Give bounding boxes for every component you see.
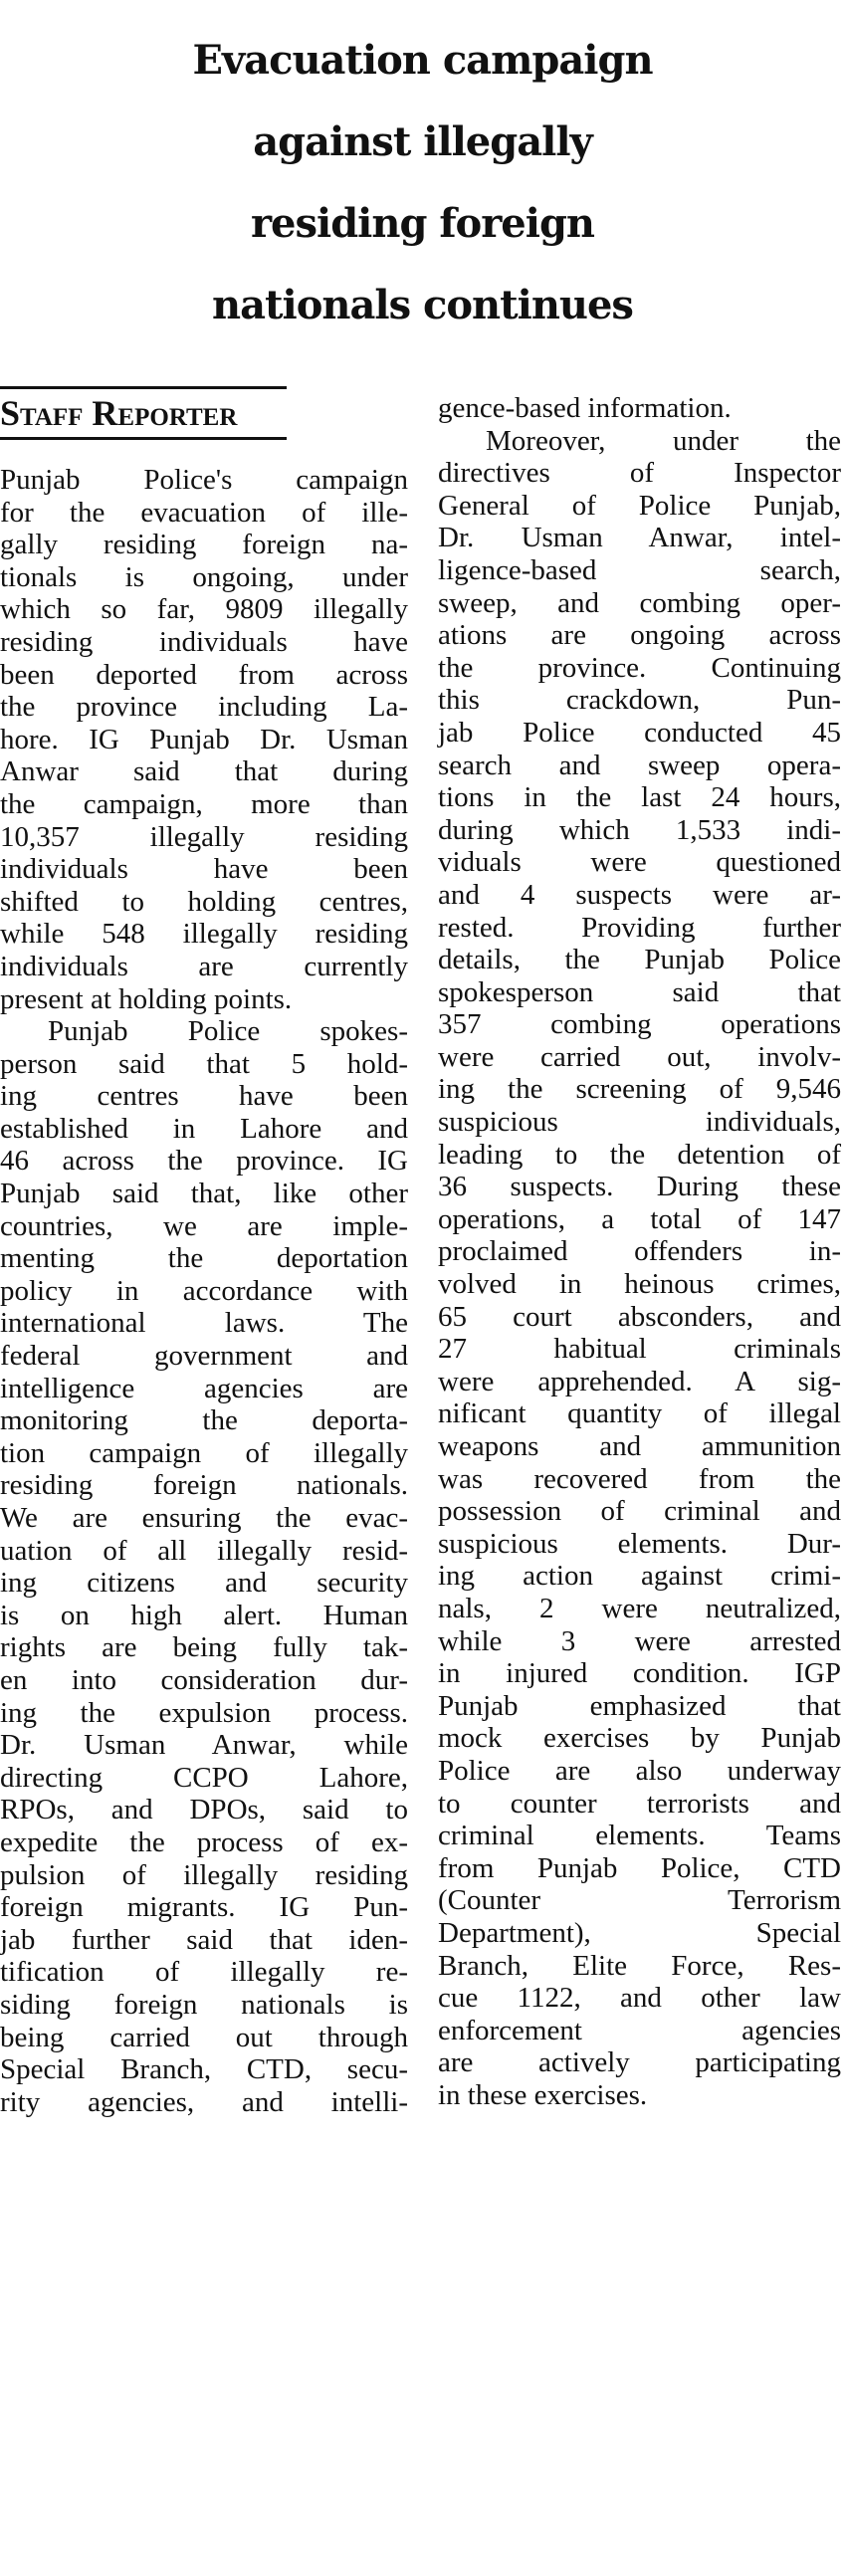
headline-line: Evacuation campaign bbox=[192, 37, 653, 84]
text-line: Special Branch, CTD, secu- bbox=[0, 2053, 408, 2086]
text-line: residing individuals have bbox=[0, 625, 408, 658]
text-line: nificant quantity of illegal bbox=[438, 1397, 841, 1430]
text-line: Dr. Usman Anwar, intel- bbox=[438, 522, 841, 554]
text-line: ing centres have been bbox=[0, 1080, 408, 1113]
text-line: intelligence agencies are bbox=[0, 1372, 408, 1404]
text-line: viduals were questioned bbox=[438, 846, 841, 879]
text-line: details, the Punjab Police bbox=[438, 944, 841, 976]
text-line: ations are ongoing across bbox=[438, 619, 841, 652]
text-line: (Counter Terrorism bbox=[438, 1884, 841, 1917]
text-line: were apprehended. A sig- bbox=[438, 1365, 841, 1397]
text-line: and 4 suspects were ar- bbox=[438, 878, 841, 911]
text-line: jab Police conducted 45 bbox=[438, 716, 841, 749]
text-line: criminal elements. Teams bbox=[438, 1820, 841, 1852]
text-line: cue 1122, and other law bbox=[438, 1982, 841, 2015]
text-line: Branch, Elite Force, Res- bbox=[438, 1949, 841, 1982]
text-line: 65 court absconders, and bbox=[438, 1300, 841, 1333]
text-line: Punjab Police's campaign bbox=[0, 464, 408, 496]
article-column-right bbox=[438, 392, 841, 2111]
text-line: is on high alert. Human bbox=[0, 1599, 408, 1631]
text-line: monitoring the deporta- bbox=[0, 1404, 408, 1437]
text-line: expedite the process of ex- bbox=[0, 1825, 408, 1858]
text-line: rity agencies, and intelli- bbox=[0, 2085, 408, 2118]
text-line: proclaimed offenders in- bbox=[438, 1235, 841, 1268]
text-line: spokesperson said that bbox=[438, 975, 841, 1008]
text-line: in injured condition. IGP bbox=[438, 1657, 841, 1690]
text-line: the campaign, more than bbox=[0, 787, 408, 820]
text-line: 357 combing operations bbox=[438, 1008, 841, 1041]
text-line: from Punjab Police, CTD bbox=[438, 1851, 841, 1884]
text-line: during which 1,533 indi- bbox=[438, 813, 841, 846]
text-line: gally residing foreign na- bbox=[0, 529, 408, 561]
byline: Staff Reporter bbox=[0, 386, 287, 440]
text-line: operations, a total of 147 bbox=[438, 1202, 841, 1235]
text-line: 46 across the province. IG bbox=[0, 1145, 408, 1178]
text-line: ligence-based search, bbox=[438, 553, 841, 586]
text-line: mock exercises by Punjab bbox=[438, 1722, 841, 1755]
text-line: in these exercises. bbox=[438, 2078, 648, 2111]
text-line: jab further said that iden- bbox=[0, 1923, 408, 1956]
text-line: RPOs, and DPOs, said to bbox=[0, 1794, 408, 1826]
text-line: suspicious elements. Dur- bbox=[438, 1527, 841, 1560]
text-line: individuals are currently bbox=[0, 950, 408, 982]
text-line: Dr. Usman Anwar, while bbox=[0, 1729, 408, 1762]
text-line: to counter terrorists and bbox=[438, 1787, 841, 1820]
text-line: shifted to holding centres, bbox=[0, 885, 408, 918]
text-line: 36 suspects. During these bbox=[438, 1171, 841, 1203]
text-line: the province. Continuing bbox=[438, 651, 841, 684]
text-line: ing action against crimi- bbox=[438, 1560, 841, 1593]
text-line: was recovered from the bbox=[438, 1462, 841, 1495]
article-column-left bbox=[0, 464, 408, 2118]
text-line: Punjab Police spokes- bbox=[48, 1015, 408, 1048]
text-line: been deported from across bbox=[0, 658, 408, 691]
text-line: ing the expulsion process. bbox=[0, 1696, 408, 1729]
headline bbox=[0, 20, 845, 346]
text-line: We are ensuring the evac- bbox=[0, 1502, 408, 1534]
text-line: uation of all illegally resid- bbox=[0, 1534, 408, 1567]
text-line: gence-based information. bbox=[438, 392, 732, 424]
text-line: Department), Special bbox=[438, 1916, 841, 1949]
text-line: ing the screening of 9,546 bbox=[438, 1073, 841, 1106]
text-line: tions in the last 24 hours, bbox=[438, 781, 841, 814]
text-line: individuals have been bbox=[0, 853, 408, 886]
text-line: weapons and ammunition bbox=[438, 1430, 841, 1462]
text-line: countries, we are imple- bbox=[0, 1209, 408, 1242]
text-line: tionals is ongoing, under bbox=[0, 560, 408, 593]
text-line: tification of illegally re- bbox=[0, 1956, 408, 1989]
text-line: which so far, 9809 illegally bbox=[0, 593, 408, 626]
text-line: search and sweep opera- bbox=[438, 749, 841, 781]
text-line: were carried out, involv- bbox=[438, 1040, 841, 1073]
text-line: menting the deportation bbox=[0, 1242, 408, 1275]
text-line: foreign migrants. IG Pun- bbox=[0, 1891, 408, 1924]
text-line: rights are being fully tak- bbox=[0, 1631, 408, 1664]
text-line: while 3 were arrested bbox=[438, 1624, 841, 1657]
text-line: residing foreign nationals. bbox=[0, 1469, 408, 1502]
text-line: international laws. The bbox=[0, 1307, 408, 1340]
text-line: established in Lahore and bbox=[0, 1112, 408, 1145]
headline-line: nationals continues bbox=[212, 282, 633, 328]
text-line: are actively participating bbox=[438, 2046, 841, 2079]
text-line: 27 habitual criminals bbox=[438, 1333, 841, 1366]
text-line: federal government and bbox=[0, 1340, 408, 1373]
text-line: enforcement agencies bbox=[438, 2014, 841, 2046]
text-line: for the evacuation of ille- bbox=[0, 496, 408, 529]
text-line: en into consideration dur- bbox=[0, 1663, 408, 1696]
text-line: General of Police Punjab, bbox=[438, 489, 841, 522]
text-line: suspicious individuals, bbox=[438, 1106, 841, 1139]
text-line: person said that 5 hold- bbox=[0, 1047, 408, 1080]
text-line: while 548 illegally residing bbox=[0, 918, 408, 951]
text-line: volved in heinous crimes, bbox=[438, 1268, 841, 1301]
text-line: sweep, and combing oper- bbox=[438, 586, 841, 619]
text-line: Moreover, under the bbox=[486, 424, 841, 457]
text-line: directives of Inspector bbox=[438, 457, 841, 490]
text-line: leading to the detention of bbox=[438, 1138, 841, 1171]
text-line: Punjab emphasized that bbox=[438, 1689, 841, 1722]
text-line: pulsion of illegally residing bbox=[0, 1858, 408, 1891]
text-line: directing CCPO Lahore, bbox=[0, 1761, 408, 1794]
text-line: Punjab said that, like other bbox=[0, 1178, 408, 1210]
text-line: rested. Providing further bbox=[438, 911, 841, 944]
text-line: this crackdown, Pun- bbox=[438, 684, 841, 717]
text-line: tion campaign of illegally bbox=[0, 1436, 408, 1469]
text-line: the province including La- bbox=[0, 691, 408, 724]
text-line: policy in accordance with bbox=[0, 1274, 408, 1307]
text-line: present at holding points. bbox=[0, 982, 293, 1015]
text-line: Police are also underway bbox=[438, 1754, 841, 1787]
text-line: Anwar said that during bbox=[0, 755, 408, 788]
text-line: possession of criminal and bbox=[438, 1495, 841, 1528]
text-line: ing citizens and security bbox=[0, 1567, 408, 1600]
text-line: hore. IG Punjab Dr. Usman bbox=[0, 723, 408, 755]
text-line: nals, 2 were neutralized, bbox=[438, 1592, 841, 1624]
headline-line: against illegally bbox=[253, 118, 592, 165]
headline-line: residing foreign bbox=[250, 200, 595, 247]
text-line: being carried out through bbox=[0, 2021, 408, 2053]
text-line: 10,357 illegally residing bbox=[0, 820, 408, 853]
text-line: siding foreign nationals is bbox=[0, 1988, 408, 2021]
